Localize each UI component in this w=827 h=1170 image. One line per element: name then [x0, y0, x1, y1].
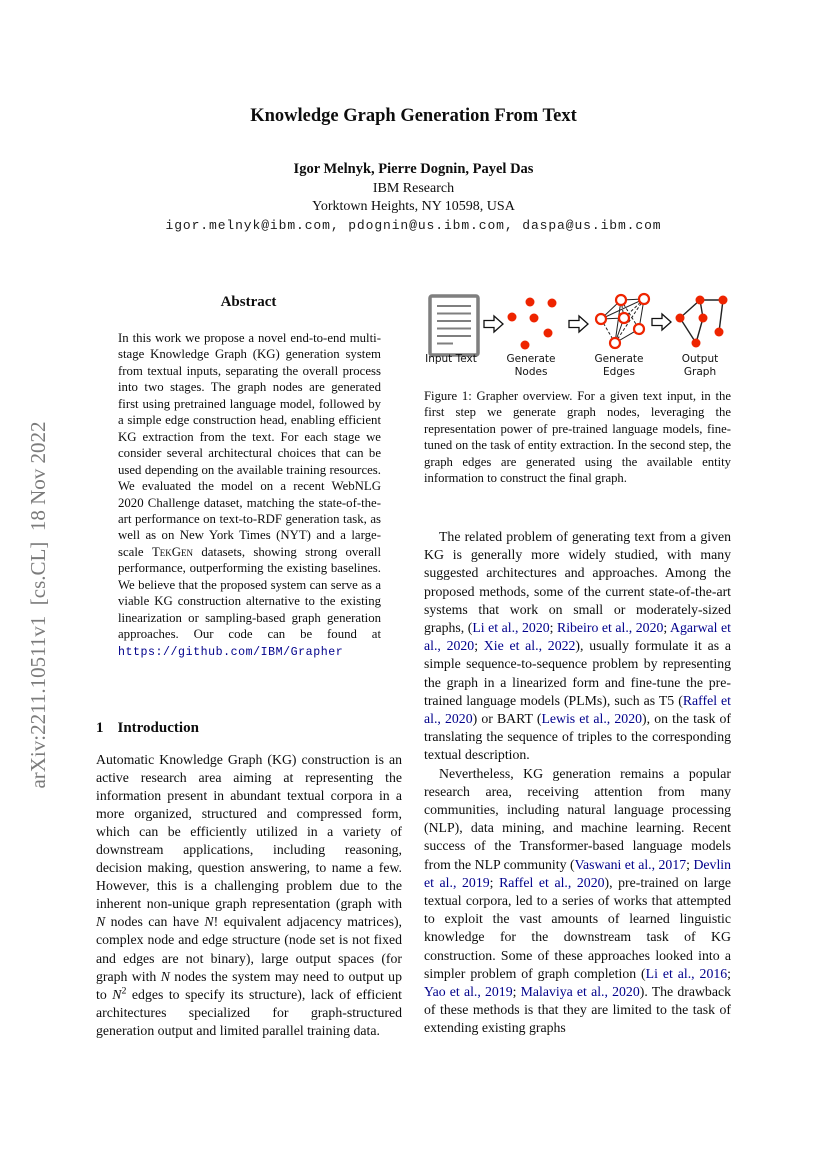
document-icon — [430, 296, 478, 355]
citation-link[interactable]: Agarwal et al., 2020 — [424, 620, 731, 654]
text-segment: Nevertheless, KG generation remains a popular research area, receiving attention from many communities, including natural language processing (NLP), data mining, and machine learning. Recent success of the Transformer-based language models from the NLP community ( — [424, 765, 731, 872]
text-segment: The related problem of generating text from a given KG is generally more widely studied, with many suggested architectures and approaches. Among the proposed methods, some of the current state-of-the-art systems that work on small or moderately-sized graphs, ( — [424, 529, 731, 636]
authors-line: Igor Melnyk, Pierre Dognin, Payel Das — [293, 161, 534, 177]
section-number: 1 — [96, 720, 104, 736]
paragraph-related-work — [424, 528, 731, 765]
text-segment: ), on the task of translating the sequence of triples to the corresponding textual description. — [424, 711, 731, 763]
figure-1-graphic — [424, 283, 731, 361]
text-segment: ; — [474, 638, 484, 654]
repo-link[interactable]: https://github.com/IBM/Grapher — [118, 645, 344, 659]
text-segment: N — [160, 968, 170, 984]
text-segment: ; — [663, 620, 670, 636]
text-segment: N — [96, 914, 106, 930]
figure-1-caption: Figure 1: Grapher overview. For a given text input, in the first step we generate graph nodes, leveraging the representation power of pre-trained language models, fine-tuned on the task of entity extraction. In the second step, the graph edges are generated using the available entity information to construct the final graph. — [424, 389, 731, 486]
text-segment: ), usually formulate it as a simple sequence-to-sequence problem by representing the graph in a linearized form and fine-tune the pre-trained language models (PLMs), such as T5 ( — [424, 638, 731, 708]
text-segment: nodes the system may need to output up to — [96, 968, 402, 1002]
text-segment: ; — [686, 856, 694, 872]
text-segment: nodes can have — [105, 914, 205, 930]
citation-link[interactable]: Malaviya et al., 2020 — [520, 984, 640, 1000]
paragraph-kg-generation — [424, 765, 731, 1038]
figure-label-output-graph: Output Graph — [681, 353, 719, 378]
block-arrow-icon — [484, 316, 503, 332]
section-title: Introduction — [117, 720, 199, 736]
citation-link[interactable]: Ribeiro et al., 2020 — [557, 620, 664, 636]
emails-line: igor.melnyk@ibm.com, pdognin@us.ibm.com, daspa@us.ibm.com — [165, 218, 662, 233]
text-segment: ; — [549, 620, 557, 636]
text-segment: ), pre-trained on large textual corpora, led to a series of works that attempted to exploit the vast amounts of learned linguistic knowledge for the downstream task of KG construction. Some of these approaches looked into a simpler problem of graph completion ( — [424, 874, 731, 981]
text-segment: 2 — [121, 985, 127, 997]
citation-link[interactable]: Li et al., 2016 — [645, 965, 728, 981]
nodes-scatter-icon — [508, 298, 557, 350]
text-segment: ). The drawback of these methods is that they are limited to the task of extending existing graphs — [424, 984, 731, 1036]
arxiv-watermark: arXiv:2211.10511v1 [cs.CL] 18 Nov 2022 — [26, 421, 50, 789]
figure-label-generate-edges: Generate Edges — [594, 353, 644, 378]
citation-link[interactable]: Lewis et al., 2020 — [541, 711, 642, 727]
text-segment: N — [112, 986, 122, 1002]
output-graph-icon — [676, 296, 728, 348]
citation-link[interactable]: Xie et al., 2022 — [483, 638, 576, 654]
right-column-text — [424, 528, 731, 1038]
address: Yorktown Heights, NY 10598, USA — [312, 199, 515, 214]
text-segment: N — [204, 914, 214, 930]
figure-label-input-text: Input Text — [425, 353, 477, 365]
abstract-text — [118, 330, 381, 661]
affiliation: IBM Research — [372, 181, 455, 196]
citation-link[interactable]: Vaswani et al., 2017 — [574, 856, 687, 872]
text-segment: ; — [727, 965, 731, 981]
text-segment: ) or BART ( — [472, 711, 542, 727]
citation-link[interactable]: Raffel et al., 2020 — [499, 874, 605, 890]
text-segment: datasets, showing strong overall performance, outperforming the existing baselines. We believe that the proposed system can serve as a viable KG construction alternative to the existing linearization or sampling-based graph generation approaches. Our code can be found at — [118, 544, 381, 642]
block-arrow-icon — [652, 314, 671, 330]
citation-link[interactable]: Yao et al., 2019 — [424, 984, 513, 1000]
text-segment: TekGen — [151, 544, 193, 559]
block-arrow-icon — [569, 316, 588, 332]
figure-label-generate-nodes: Generate Nodes — [506, 353, 556, 378]
text-segment: ; — [489, 874, 500, 890]
text-segment: Automatic Knowledge Graph (KG) construction is an active research area aiming at representing the information present in abundant textual corpora in a more organized, structured and compressed form, which can be efficiently utilized in a variety of downstream applications, including reasoning, decision making, question answering, to name a few. However, this is a challenging problem due to the inherent non-unique graph representation (graph with — [96, 752, 402, 912]
section-heading-introduction — [96, 720, 401, 737]
citation-link[interactable]: Devlin et al., 2019 — [424, 856, 732, 890]
text-segment: ! equivalent adjacency matrices), complex node and edge structure (node set is not fixed and edges are not binary), large output spaces (for graph with — [96, 914, 402, 984]
text-segment: In this work we propose a novel end-to-end multi-stage Knowledge Graph (KG) generation system from textual inputs, separating the overall process into two stages. The graph nodes are generated first using pretrained language model, followed by a simple edge construction head, enabling efficient KG extraction from the text. For each stage we consider several architectural choices that can be used depending on the available training resources. We evaluated the model on a recent WebNLG 2020 Challenge dataset, matching the state-of-the-art performance on text-to-RDF generation task, as well as on New York Times (NYT) and a large-scale — [118, 331, 381, 559]
citation-link[interactable]: Raffel et al., 2020 — [424, 692, 731, 727]
paper-title: Knowledge Graph Generation From Text — [250, 106, 577, 126]
citation-link[interactable]: Li et al., 2020 — [472, 620, 550, 636]
intro-paragraph — [96, 751, 402, 1040]
text-segment: ; — [512, 984, 521, 1000]
edges-graph-icon — [596, 294, 649, 348]
text-segment: edges to specify its structure), lack of efficient architectures specialized for graph-structured generation output and limited parallel training data. — [96, 986, 403, 1038]
abstract-heading: Abstract — [220, 294, 277, 310]
